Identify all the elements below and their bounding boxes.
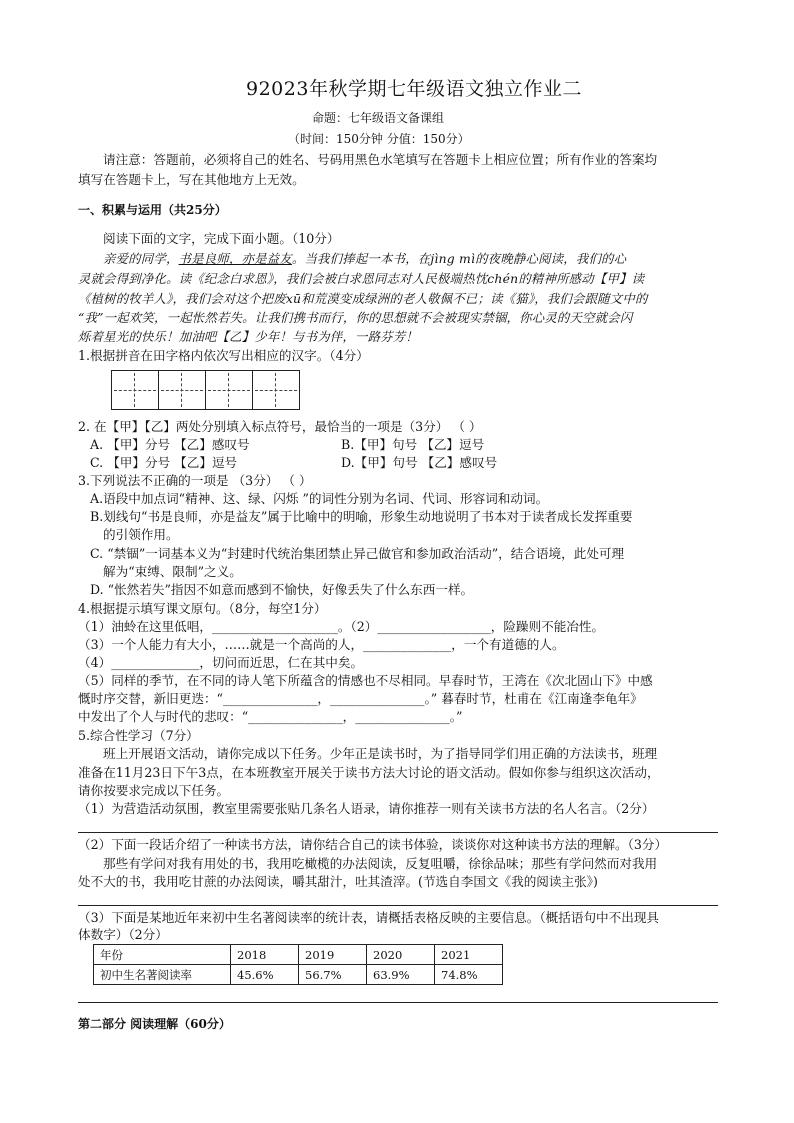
q5-body-3: 请你按要求完成以下任务。 [78,783,230,798]
q5-task-2: （2）下面一段话介绍了一种读书方法，请你结合自己的读书体验，谈谈你对这种读书方法的理解。（3分） [78,837,668,852]
table-cell: 74.8% [435,965,503,985]
q5-body-1: 班上开展语文活动，请你完成以下任务。少年正是读书时，为了指导同学们用正确的方法读书，班理 [103,746,658,761]
part1-intro: 阅读下面的文字，完成下面小题。（10分） [103,231,340,246]
exam-author: 命题：七年级语文备课组 [312,111,445,125]
table-cell: 初中生名著阅读率 [94,965,231,985]
q5-task-2-body-2: 处不大的书，我用吃甘蔗的办法阅读，嚼其甜汁，吐其渣滓。(节选自李国文《我的阅读主张》) [78,874,598,889]
tianzige-box[interactable] [252,370,300,410]
passage-line-1 [103,250,626,268]
q4-line-4: （5）同样的季节，在不同的诗人笔下所蕴含的情感也不尽相同。早春时节，王湾在《次北固山下》中感 [78,673,653,688]
q3-option-c: C. “禁锢”一词基本义为“封建时代统治集团禁止异己做官和参加政治活动”，结合语境，此处可理 [90,546,625,561]
q5-task-1: （1）为营造活动氛围，教室里需要张贴几条名人语录，请你推荐一则有关读书方法的名人名言。（2分） [78,801,655,816]
passage-greeting: 亲爱的同学， [103,251,179,266]
passage-line-2: 灵就会得到净化。读《纪念白求恩》，我们会被白求恩同志对人民极端热忱chén的精神所感动【甲】读 [78,271,645,286]
q5-body-2: 准备在11月23日下午3点，在本班教室开展关于读书方法大讨论的语文活动。假如你参与组织这次活动， [78,765,660,780]
underlined-sentence: 书是良师，亦是益友 [178,251,292,266]
table-row [94,965,503,985]
notice-line-1: 请注意：答题前，必须将自己的姓名、号码用黑色水笔填写在答题卡上相应位置；所有作业的答案均 [103,152,658,167]
exam-time-score: （时间：150分钟 分值：150分） [288,132,470,146]
q5-task-3-line-1: （3）下面是某地近年来初中生名著阅读率的统计表，请概括表格反映的主要信息。（概括语句中不出现具 [78,910,660,925]
q3-option-a: A.语段中加点词“精神、这、绿、闪烁 ”的词性分别为名词、代词、形容词和动词。 [90,491,549,506]
notice-line-2: 填写在答题卡上，写在其他地方上无效。 [78,172,305,187]
q2-option-d: D.【甲】句号 【乙】感叹号 [341,455,498,470]
reading-rate-table [93,944,503,985]
q4-line-1: （1）油蛉在这里低唱，____________________。（2）__________________，险躁则不能冶性。 [78,619,605,634]
q3-option-b: B.划线句“书是良师，亦是益友”属于比喻中的明喻，形象生动地说明了书本对于读者成长发挥重要 [90,509,633,524]
tianzige-box[interactable] [158,370,206,410]
question-4: 4.根据提示填写课文原句。（8分，每空1分） [78,601,327,616]
table-cell: 56.7% [299,965,367,985]
table-row [94,945,503,965]
answer-line[interactable] [78,905,718,906]
q3-option-c-cont: 解为“束缚、限制”之义。 [103,564,242,579]
passage-line-3: 《植树的牧羊人》，我们会对这个把废xū和荒漠变成绿洲的老人敬佩不已；读《猫》，我们会跟随文中的 [78,291,648,306]
passage-line-5: 烁着星光的快乐！加油吧【乙】少年！与书为伴，一路芬芳！ [78,329,418,344]
q4-line-3: （4）______________，切问而近思，仁在其中矣。 [78,655,364,670]
q5-task-3-line-2: 体数字）（2分） [78,927,168,942]
tianzige-grid[interactable] [111,370,300,410]
passage-line-1-rest: 。当我们捧起一本书，在jìng mì的夜晚静心阅读，我们的心 [291,251,627,266]
answer-line[interactable] [78,832,718,833]
answer-line[interactable] [78,1002,718,1003]
table-header-cell: 2021 [435,945,503,965]
table-header-cell: 2019 [299,945,367,965]
table-cell: 63.9% [367,965,435,985]
question-1: 1.根据拼音在田字格内依次写出相应的汉字。（4分） [78,348,369,363]
part2-heading: 第二部分 阅读理解（60分） [78,1017,231,1031]
q5-task-2-body-1: 那些有学问对我有用处的书，我用吃橄榄的办法阅读，反复咀嚼，徐徐品味；那些有学问然而对我用 [103,856,658,871]
q2-option-a: A. 【甲】分号 【乙】感叹号 [90,437,250,452]
tianzige-box[interactable] [111,370,159,410]
q4-line-5: 慨时序交替，新旧更迭：“_______________，_______________。” 暮春时节，杜甫在《江南逢李龟年》 [78,691,643,706]
exam-title: 92023年秋学期七年级语文独立作业二 [246,78,582,100]
q3-option-b-cont: 的引领作用。 [103,527,179,542]
passage-line-4: “我”一起欢笑，一起怅然若失。让我们携书而行，你的思想就不会被现实禁锢，你心灵的天空就会闪 [78,310,633,325]
table-header-cell: 2018 [231,945,299,965]
table-header-cell: 年份 [94,945,231,965]
q2-option-b: B.【甲】句号 【乙】逗号 [341,437,485,452]
q3-option-d: D. “怅然若失”指因不如意而感到不愉快，好像丢失了什么东西一样。 [90,582,474,597]
tianzige-box[interactable] [205,370,253,410]
question-5: 5.综合性学习（7分） [78,728,199,743]
q4-line-6: 中发出了个人与时代的悲叹：“_______________，_______________。” [78,709,463,724]
q4-line-2: （3）一个人能力有大小，……就是一个高尚的人，______________，一个有道德的人。 [78,637,565,652]
part1-heading: 一、积累与运用（共25分） [78,203,227,217]
table-header-cell: 2020 [367,945,435,965]
table-cell: 45.6% [231,965,299,985]
q2-option-c: C. 【甲】分号 【乙】逗号 [90,455,238,470]
question-2: 2. 在【甲】【乙】两处分别填入标点符号，最恰当的一项是（3分） （ ） [78,419,482,434]
question-3: 3.下列说法不正确的一项是 （3分） （ ） [78,473,312,488]
